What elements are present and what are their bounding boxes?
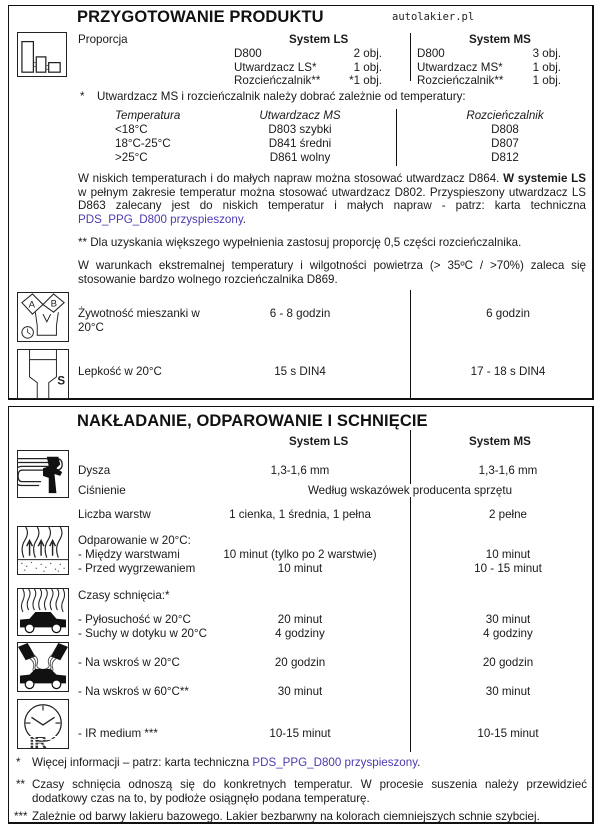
pot-life-ls: 6 - 8 godzin [269,307,331,320]
drying-ls: 10-15 minut [269,727,331,740]
flash-off-icon [17,526,69,575]
section-title-application: NAKŁADANIE, ODPAROWANIE I SCHNIĘCIE [77,412,428,430]
pressure-label: Ciśnienie [78,484,126,497]
footnote-text: . [417,756,421,769]
drying-ms: 10-15 minut [477,727,539,740]
viscosity-cup-icon [17,349,69,399]
drying-ms: 4 godziny [483,627,533,640]
drying-row-label: - Pyłosuchość w 20°C [78,613,191,626]
ls-amount: *1 obj. [349,74,382,87]
nozzle-ms: 1,3-1,6 mm [478,464,538,477]
drying-ms: 20 godzin [482,656,534,669]
footnote-text: Więcej informacji – patrz: karta techniczna [32,756,250,769]
temp-table-header: Rozcieńczalnik [466,109,544,122]
column-header-system-ls: System LS [289,33,349,46]
temp-cell: D861 wolny [269,151,331,164]
footnote-1 [32,756,420,769]
ir-clock-icon [17,699,69,749]
drying-ls: 20 godzin [274,656,326,669]
temp-table-divider [396,109,397,166]
proportion-label: Proporcja [78,33,128,46]
hardener-selection-note: Utwardzacz MS i rozcieńczalnik należy dobrać zależnie od temperatury: [97,90,466,103]
pot-life-label: Żywotność mieszanki w 20°C [78,307,200,334]
para-bold-text: W systemie LS [503,172,586,185]
tech-sheet-link[interactable]: PDS_PPG_D800 przyspieszony [78,212,243,226]
footnote-mark: * [16,756,21,769]
nozzle-label: Dysza [78,464,111,477]
ms-component: D800 [417,47,445,60]
column-divider [410,430,411,752]
flash-off-ms: 10 - 15 minut [474,562,542,575]
ls-amount: 1 obj. [353,61,382,74]
temp-cell: 18°C-25°C [115,137,171,150]
temp-cell: D807 [491,137,519,150]
footnote-mark: *** [14,810,28,823]
footnote-3: Zależnie od barwy lakieru bazowego. Lakier bezbarwny na kolorach ciemniejszych schnie szybciej. [32,810,540,823]
viscosity-ms: 17 - 18 s DIN4 [470,365,546,378]
temp-cell: <18°C [115,123,148,136]
drying-row-label: - Suchy w dotyku w 20°C [78,627,207,640]
flash-off-ls: 10 minut (tylko po 2 warstwie) [223,548,377,561]
flash-off-row-label: - Między warstwami [78,548,180,561]
drying-times-label: Czasy schnięcia:* [78,589,170,602]
ls-component: Utwardzacz LS* [234,61,317,74]
ms-amount: 1 obj. [532,74,561,87]
temp-table-header: Temperatura [115,109,181,122]
flash-off-ms: 10 minut [485,548,531,561]
flash-off-row-label: - Przed wygrzewaniem [78,562,196,575]
drying-ls: 20 minut [277,613,323,626]
drying-ls: 30 minut [277,685,323,698]
footnote-2: Czasy schnięcia odnoszą się do konkretnych temperatur. W procesie suszenia należy przewidzieć dodatkowy czas na to, by podłoże osiągnęło podana temperaturę. [32,778,587,805]
column-header-system-ls: System LS [289,435,349,448]
extreme-conditions-note: W warunkach ekstremalnej temperatury i wilgotności powietrza (> 35ºC / >70%) zaleca się stosowanie bardzo wolnego rozcieńczalnika D869. [78,259,586,286]
column-divider [410,33,411,81]
svg-text:A: A [28,299,35,311]
footnote-mark: ** [16,778,26,791]
column-header-system-ms: System MS [469,33,531,46]
drying-row-label: - Na wskroś w 20°C [78,656,180,669]
svg-text:IR: IR [29,732,47,748]
para-text: w pełnym zakresie temperatur można stosować utwardzacz D802. Przyspieszony utwardzacz LS D863 zalecany jest do niskich temperatur i małych napraw - patrz: karta techniczna [78,185,586,213]
svg-text:B: B [50,298,58,310]
temp-cell: D803 szybki [268,123,332,136]
watermark: autolakier.pl [392,11,475,23]
hardener-info-paragraph [78,172,586,226]
viscosity-ls: 15 s DIN4 [274,365,326,378]
temp-cell: D808 [491,123,519,136]
drying-ms: 30 minut [485,613,531,626]
pot-life-ms: 6 godzin [486,307,530,320]
svg-text:S: S [57,375,66,388]
nozzle-ls: 1,3-1,6 mm [270,464,330,477]
ls-component: D800 [234,47,262,60]
pot-life-mixing-icon [17,292,69,342]
thinner-fill-note: ** Dla uzyskania większego wypełnienia zastosuj proporcję 0,5 części rozcieńczalnika. [78,236,522,249]
infrared-lamps-car-icon [17,642,69,692]
column-header-system-ms: System MS [469,435,531,448]
temp-cell: >25°C [115,151,148,164]
viscosity-label: Lepkość w 20°C [78,365,162,378]
ms-amount: 3 obj. [532,47,561,60]
flash-off-label: Odparowanie w 20°C: [78,534,191,547]
drying-row-label: - Na wskroś w 60°C** [78,685,189,698]
column-divider [410,290,411,399]
coats-label: Liczba warstw [78,508,151,521]
coats-ls: 1 cienka, 1 średnia, 1 pełna [229,508,371,521]
ms-amount: 1 obj. [532,61,561,74]
coats-ms: 2 pełne [488,508,528,521]
drying-car-icon [17,588,69,636]
para-text: . [242,212,246,226]
drying-ls: 4 godziny [275,627,325,640]
flash-off-ls: 10 minut [277,562,323,575]
temp-cell: D841 średni [268,137,332,150]
drying-ms: 30 minut [485,685,531,698]
ls-amount: 2 obj. [353,47,382,60]
spray-gun-icon [17,450,69,498]
temp-cell: D812 [491,151,519,164]
note-asterisk: * [80,90,85,103]
ms-component: Utwardzacz MS* [417,61,503,74]
section-title-preparation: PRZYGOTOWANIE PRODUKTU [77,8,324,26]
proportion-bars-icon [17,32,67,77]
pressure-value: Według wskazówek producenta sprzętu [250,484,570,497]
temp-table-header: Utwardzacz MS [259,109,341,122]
ls-component: Rozcieńczalnik** [234,74,321,87]
ms-component: Rozcieńczalnik** [417,74,504,87]
tech-sheet-link[interactable]: PDS_PPG_D800 przyspieszony [252,756,418,769]
drying-row-label: - IR medium *** [78,727,158,740]
para-text: W niskich temperaturach i do małych napraw można stosować utwardzacz D864. [78,172,500,185]
